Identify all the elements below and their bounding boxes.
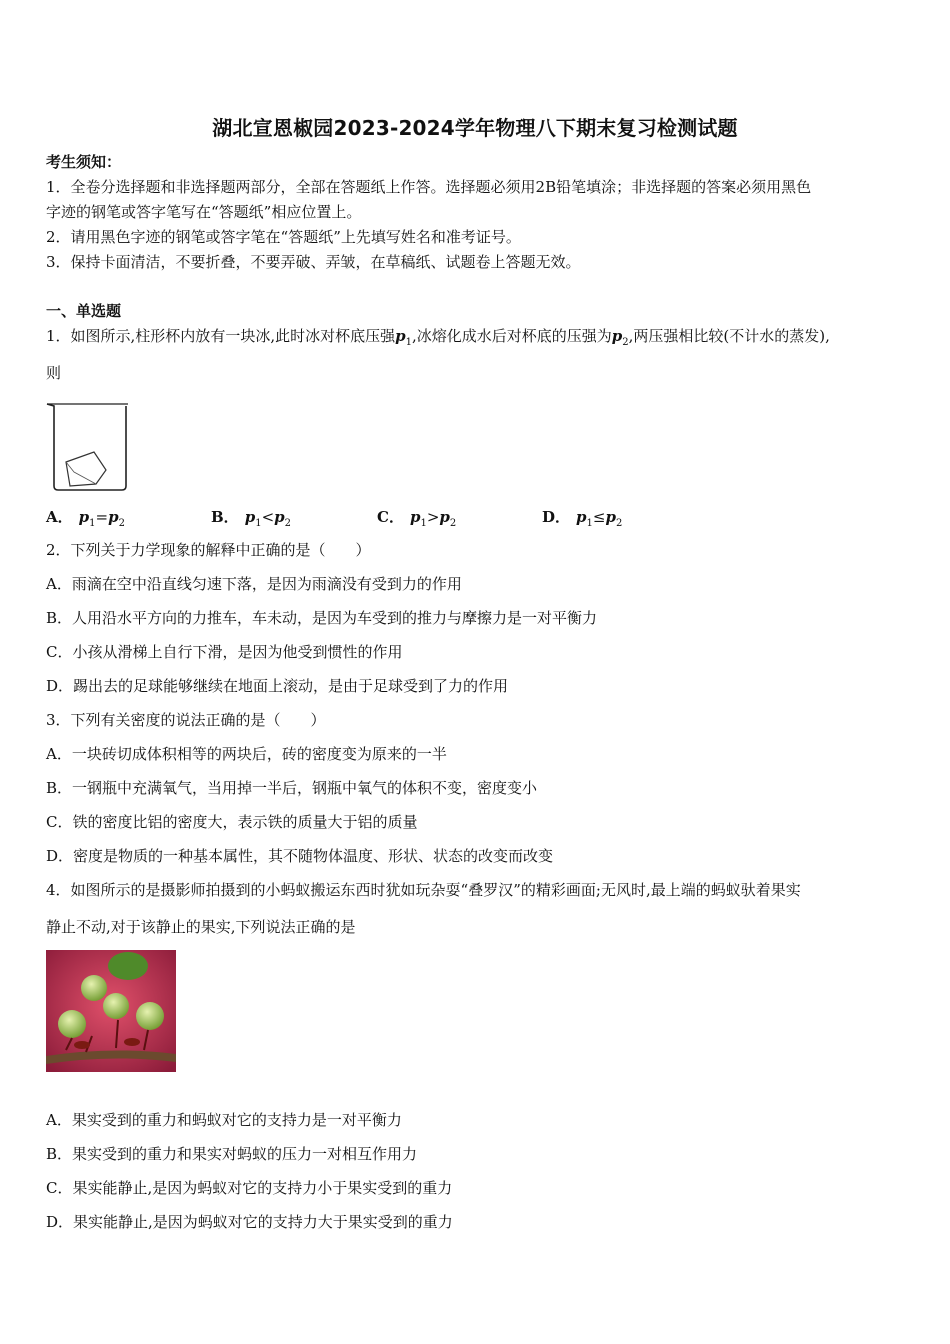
p-sub: 1: [89, 518, 96, 529]
p-symbol: p: [439, 508, 450, 526]
q2-option-a[interactable]: A．雨滴在空中沿直线匀速下落，是因为雨滴没有受到力的作用: [46, 575, 462, 593]
q3-stem: 3．下列有关密度的说法正确的是（ ）: [46, 711, 326, 729]
q1-option-a[interactable]: [46, 506, 125, 529]
q1-p1-sub: 1: [405, 337, 412, 348]
fruit-left: [58, 1010, 86, 1038]
q4-option-a[interactable]: A．果实受到的重力和蚂蚁对它的支持力是一对平衡力: [46, 1111, 402, 1129]
q3-option-c[interactable]: C．铁的密度比铝的密度大，表示铁的质量大于铝的质量: [46, 813, 418, 831]
ant-body: [74, 1041, 90, 1049]
ice-edge: [66, 462, 96, 484]
q4-option-c[interactable]: C．果实能静止,是因为蚂蚁对它的支持力小于果实受到的重力: [46, 1179, 453, 1197]
operator: ≤: [592, 508, 606, 526]
p-symbol: p: [108, 508, 119, 526]
notice-item-1: 1．全卷分选择题和非选择题两部分，全部在答题纸上作答。选择题必须用2B铅笔填涂；非选择题的答案必须用黑色: [46, 178, 812, 196]
q1-stem-b: ,冰熔化成水后对杯底的压强为: [411, 327, 612, 345]
p-symbol: p: [244, 508, 256, 526]
option-label: A．: [46, 508, 73, 526]
p-sub: 1: [420, 518, 427, 529]
q1-option-b[interactable]: [211, 506, 291, 529]
beaker-outline: [47, 404, 126, 490]
option-label: C．: [377, 508, 404, 526]
p-symbol: p: [274, 508, 285, 526]
operator: >: [426, 508, 440, 526]
page-title: 湖北宣恩椒园2023-2024学年物理八下期末复习检测试题: [212, 116, 738, 140]
p-symbol: p: [409, 508, 421, 526]
q1-p2-sub: 2: [622, 337, 629, 348]
p-sub: 1: [255, 518, 262, 529]
q1-options: [46, 506, 746, 528]
q1-stem-c: ,两压强相比较(不计水的蒸发),: [628, 327, 830, 345]
fruit-top-left: [81, 975, 107, 1001]
q1-stem-end: 则: [46, 364, 62, 382]
notice-item-3: 3．保持卡面清洁，不要折叠，不要弄破、弄皱，在草稿纸、试题卷上答题无效。: [46, 253, 581, 271]
q1-stem-a: 1．如图所示,柱形杯内放有一块冰,此时冰对杯底压强: [46, 327, 396, 345]
q4-option-b[interactable]: B．果实受到的重力和果实对蚂蚁的压力一对相互作用力: [46, 1145, 418, 1163]
notice-item-2: 2．请用黑色字迹的钢笔或答字笔在“答题纸”上先填写姓名和准考证号。: [46, 228, 521, 246]
q1-option-c[interactable]: [377, 506, 456, 529]
p-sub: 2: [284, 518, 292, 529]
p-symbol: p: [605, 508, 616, 526]
ants-carrying-fruit-photo: [46, 950, 176, 1072]
beaker-with-ice-figure: [46, 402, 130, 492]
option-label: B．: [211, 508, 239, 526]
q2-stem: 2．下列关于力学现象的解释中正确的是（ ）: [46, 541, 371, 559]
p-sub: 2: [118, 518, 125, 529]
operator: =: [95, 508, 109, 526]
ant-body: [124, 1038, 140, 1046]
q2-option-c[interactable]: C．小孩从滑梯上自行下滑，是因为他受到惯性的作用: [46, 643, 403, 661]
q3-option-d[interactable]: D．密度是物质的一种基本属性，其不随物体温度、形状、状态的改变而改变: [46, 847, 554, 865]
q4-option-d[interactable]: D．果实能静止,是因为蚂蚁对它的支持力大于果实受到的重力: [46, 1213, 453, 1231]
p-sub: 2: [615, 518, 623, 529]
q1-option-d[interactable]: [542, 506, 622, 529]
q4-stem-cont: 静止不动,对于该静止的果实,下列说法正确的是: [46, 918, 356, 936]
q1-p1-symbol: p: [395, 327, 406, 345]
notice-heading: 考生须知：: [46, 153, 122, 171]
q2-option-b[interactable]: B．人用沿水平方向的力推车，车未动，是因为车受到的推力与摩擦力是一对平衡力: [46, 609, 598, 627]
section-heading: 一、单选题: [46, 302, 122, 320]
q1-stem: [46, 326, 830, 353]
q2-option-d[interactable]: D．踢出去的足球能够继续在地面上滚动，是由于足球受到了力的作用: [46, 677, 509, 695]
fruit-middle: [103, 993, 129, 1019]
p-symbol: p: [576, 508, 587, 526]
operator: <: [261, 508, 275, 526]
option-label: D．: [542, 508, 571, 526]
p-sub: 1: [586, 518, 593, 529]
q1-p2-symbol: p: [611, 327, 623, 345]
q3-option-a[interactable]: A．一块砖切成体积相等的两块后，砖的密度变为原来的一半: [46, 745, 447, 763]
p-sub: 2: [449, 518, 457, 529]
q4-stem: 4．如图所示的是摄影师拍摄到的小蚂蚁搬运东西时犹如玩杂耍“叠罗汉”的精彩画面;无风时,最上端的蚂蚁驮着果实: [46, 881, 801, 899]
fruit-right: [136, 1002, 164, 1030]
top-leaf: [108, 952, 148, 980]
notice-item-1-cont: 字迹的钢笔或答字笔写在“答题纸”相应位置上。: [46, 203, 362, 221]
p-symbol: p: [78, 508, 90, 526]
q3-option-b[interactable]: B．一钢瓶中充满氧气，当用掉一半后，钢瓶中氧气的体积不变，密度变小: [46, 779, 538, 797]
